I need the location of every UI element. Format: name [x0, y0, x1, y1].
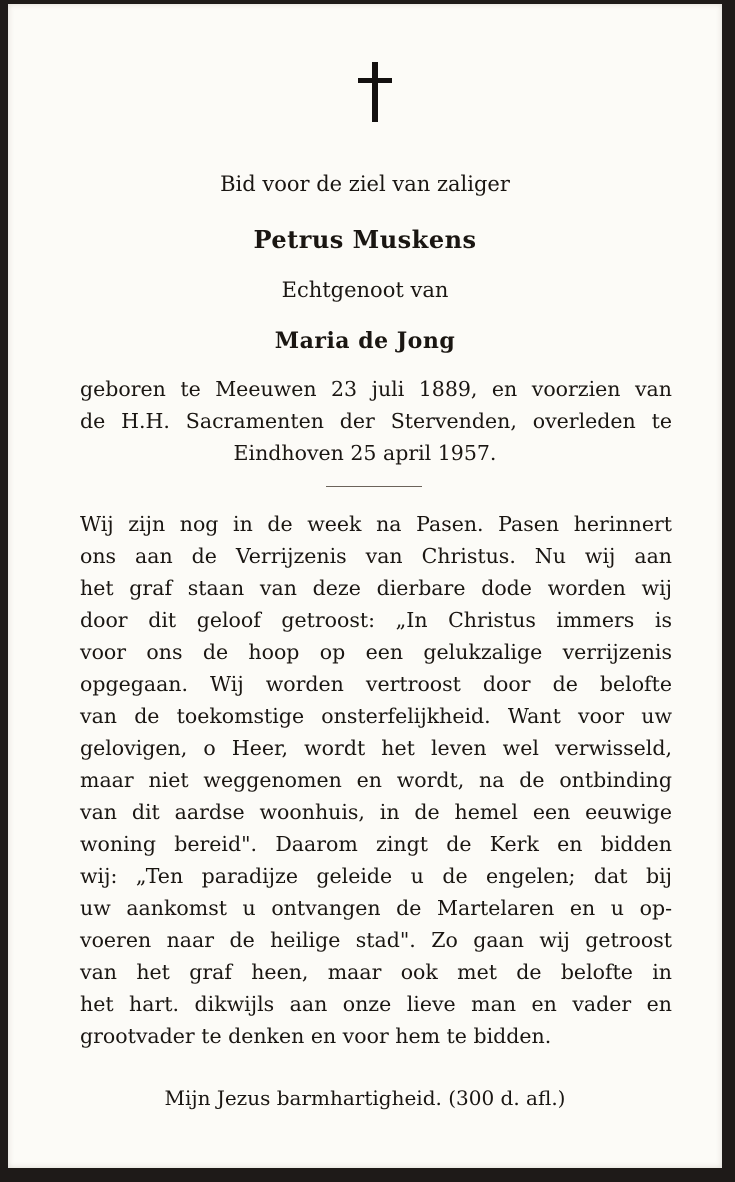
body-line: het hart. dikwijls aan onze lieve man en vader en [80, 992, 672, 1016]
body-line: van het graf heen, maar ook met de belofte in [80, 960, 672, 984]
spouse-label: Echtgenoot van [281, 278, 449, 302]
cross-icon [358, 62, 392, 122]
body-line: van de toekomstige onsterfelijkheid. Want voor uw [80, 704, 672, 728]
body-line: voor ons de hoop op een gelukzalige verrijzenis [80, 640, 672, 664]
memorial-card [8, 4, 722, 1168]
body-line: gelovigen, o Heer, wordt het leven wel verwisseld, [80, 736, 672, 760]
body-line: het graf staan van deze dierbare dode worden wij [80, 576, 672, 600]
body-line: voeren naar de heilige stad". Zo gaan wij getroost [80, 928, 672, 952]
bio-line-2: de H.H. Sacramenten der Stervenden, overleden te [80, 409, 672, 433]
bio-line-3: Eindhoven 25 april 1957. [233, 441, 497, 465]
body-line: ons aan de Verrijzenis van Christus. Nu wij aan [80, 544, 672, 568]
closing-indulgence: Mijn Jezus barmhartigheid. (300 d. afl.) [164, 1086, 566, 1110]
body-line: door dit geloof getroost: „In Christus immers is [80, 608, 672, 632]
bio-line-1: geboren te Meeuwen 23 juli 1889, en voorzien van [80, 377, 672, 401]
body-line: Wij zijn nog in de week na Pasen. Pasen herinnert [80, 512, 672, 536]
body-line: wij: „Ten paradijze geleide u de engelen; dat bij [80, 864, 672, 888]
body-line: woning bereid". Daarom zingt de Kerk en bidden [80, 832, 672, 856]
spouse-name: Maria de Jong [274, 328, 456, 354]
body-line: opgegaan. Wij worden vertroost door de belofte [80, 672, 672, 696]
body-line: uw aankomst u ontvangen de Martelaren en u op- [80, 896, 672, 920]
intro-text: Bid voor de ziel van zaliger [220, 172, 510, 196]
deceased-name: Petrus Muskens [253, 225, 477, 254]
body-line: maar niet weggenomen en wordt, na de ontbinding [80, 768, 672, 792]
body-line: grootvader te denken en voor hem te bidden. [80, 1024, 552, 1048]
divider [326, 486, 422, 487]
body-line: van dit aardse woonhuis, in de hemel een eeuwige [80, 800, 672, 824]
